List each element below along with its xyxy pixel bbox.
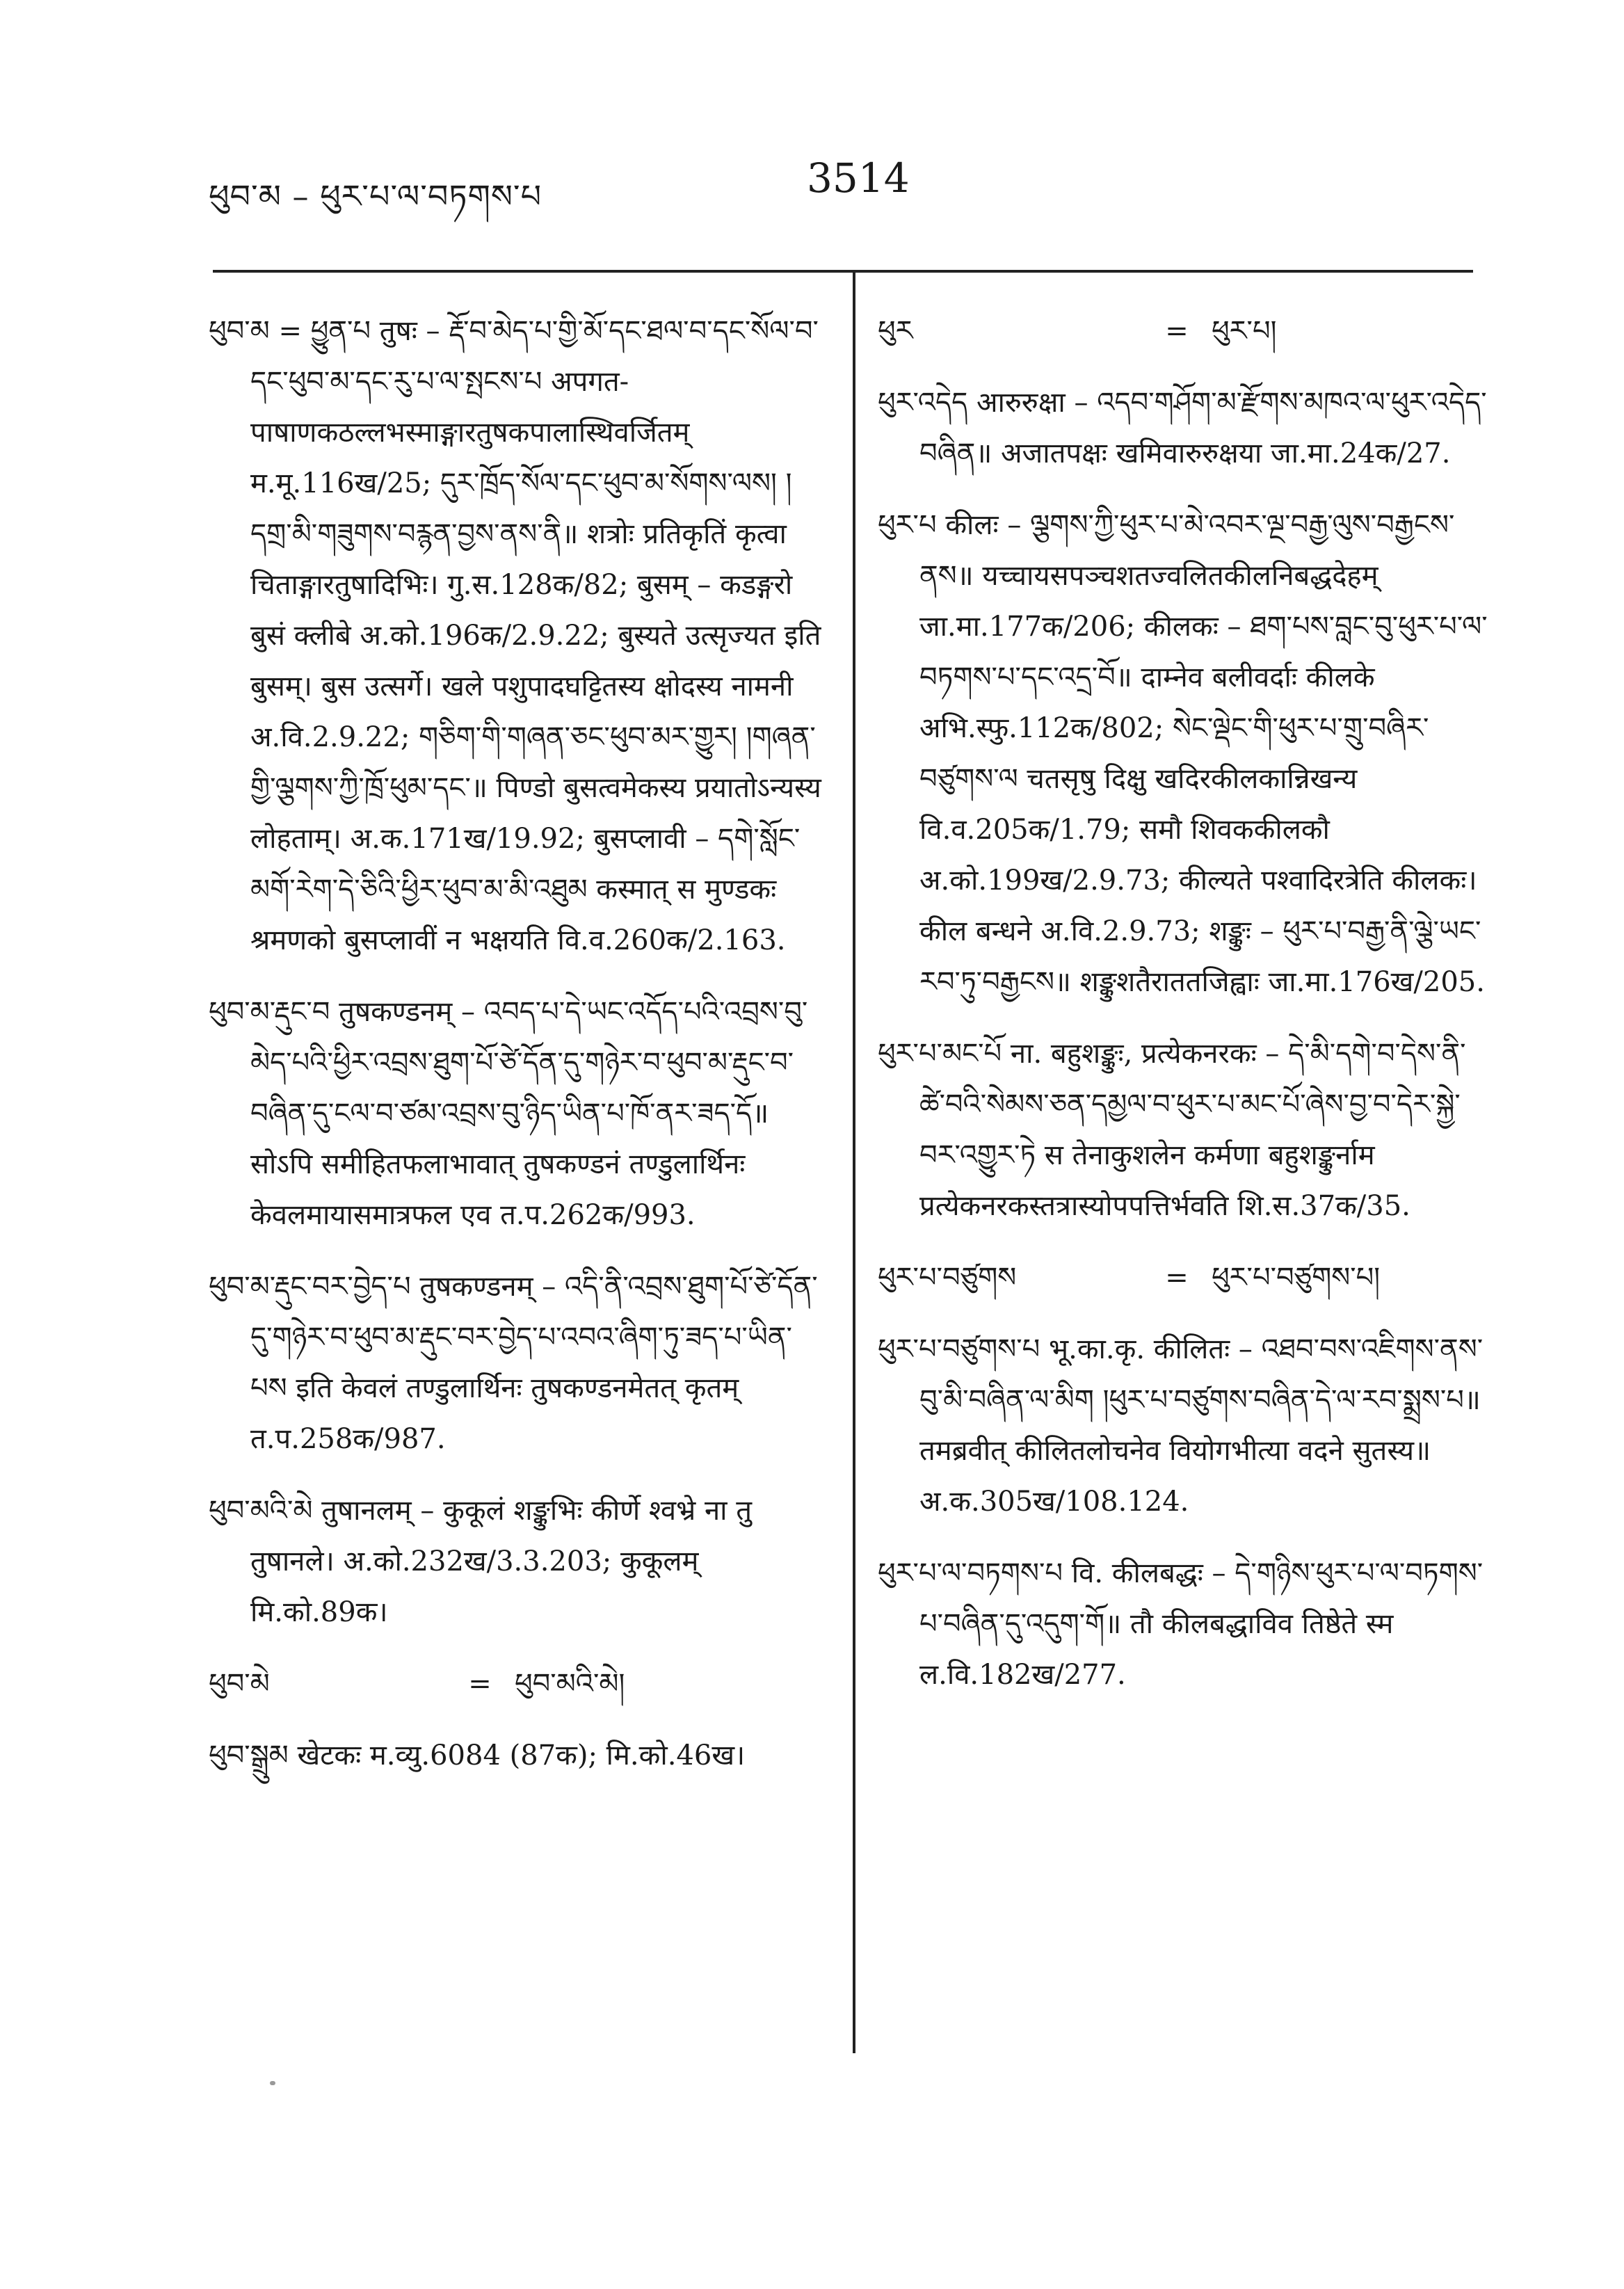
headword: ཕུར་པ bbox=[878, 509, 937, 541]
cross-reference-entry bbox=[209, 1659, 828, 1710]
headword: ཕུབ་མའི་མེ bbox=[209, 1495, 313, 1527]
headword: ཕུར bbox=[878, 315, 913, 347]
dictionary-entry bbox=[209, 306, 828, 966]
dictionary-entry bbox=[209, 1262, 828, 1465]
headword: ཕུབ་སྒྲུམ bbox=[209, 1740, 289, 1772]
definition-text: आरुरुक्षा – འདབ་གཤོག་མ་རྫོགས་མཁའ་ལ་ཕུར་འདེད་བཞིན॥ अजातपक्षः खमिवारुरुक्षया जा.मा.24क/27. bbox=[919, 387, 1487, 469]
equals-sign: = bbox=[1165, 1262, 1189, 1294]
definition-text: वि. कीलबद्धः – དེ་གཉིས་ཕུར་པ་ལ་བཏགས་པ་བཞིན་དུ་འདུག་གོ॥ तौ कीलबद्धाविव तिष्ठेते स्म ल.वि.182ख/277. bbox=[919, 1557, 1484, 1691]
headword: ཕུར་པ་ལ་བཏགས་པ bbox=[878, 1557, 1063, 1589]
cross-reference-target: ཕུར་པ་བཙུགས་པ། bbox=[1212, 1262, 1381, 1294]
definition-text: तुषकण्डनम् – འདི་ནི་འབྲས་ཐུག་པོ་ཙེ་དོན་དུ་གཉེར་བ་ཕུབ་མ་རྡུང་བར་བྱེད་པ་འབའ་ཞིག་ཏུ་ཟད་པ་ཡིན་པས इति केवलं तण्डुलार्थिनः तुषकण्डनमेतत् कृतम् त.प.258क/987. bbox=[250, 1271, 818, 1455]
dictionary-entry bbox=[878, 1324, 1490, 1527]
definition-text: तुषानलम् – कुकूलं शङ्कुभिः कीर्णे श्वभ्रे ना तु तुषानले। अ.को.232ख/3.3.203; कुकूलम् मि.को.89क। bbox=[250, 1495, 753, 1628]
page-number: 3514 bbox=[807, 154, 910, 202]
right-column bbox=[878, 306, 1490, 1721]
cross-reference-target: ཕུབ་མའི་མེ། bbox=[515, 1668, 625, 1700]
cross-reference-target: ཕུར་པ། bbox=[1212, 315, 1277, 347]
header-rule bbox=[213, 270, 1473, 273]
dictionary-entry bbox=[209, 1730, 828, 1781]
headword: ཕུར་པ་མང་པོ bbox=[878, 1038, 1002, 1070]
dictionary-entry bbox=[209, 987, 828, 1241]
page-mark bbox=[270, 2081, 275, 2085]
cross-reference-entry bbox=[878, 1253, 1490, 1303]
dictionary-entry bbox=[878, 378, 1490, 479]
equals-sign: = bbox=[1165, 315, 1189, 347]
definition-text: कीलः – ལྕགས་ཀྱི་ཕུར་པ་མེ་འབར་ལྔ་བརྒྱ་ལུས་བརྒྱངས་ནས॥ यच्चायसपञ्चशतज्वलितकीलनिबद्धदेहम् जा.मा.177क/206; कीलकः – ཐག་པས་བླང་བུ་ཕུར་པ་ལ་བཏགས་པ་དང་འདྲ་བོ॥ दाम्नेव बलीवर्दाः कीलके अभि.स्फु.112क/802; སེང་ལྡེང་གི་ཕུར་པ་གྲུ་བཞིར་བཙུགས་ལ चतसृषु दिक्षु खदिरकीलकान्निखन्य वि.व.205क/1.79; समौ शिवककीलकौ अ.को.199ख/2.9.73; कील्यते पश्वादिरत्रेति कीलकः। कील बन्धने अ.वि.2.9.73; शङ्कुः – ཕུར་པ་བརྒྱ་ནི་ལྕེ་ཡང་རབ་ཏུ་བརྒྱངས॥ शङ्कुशतैराततजिह्वाः जा.मा.176ख/205. bbox=[919, 509, 1488, 998]
headword: ཕུར་འདེད bbox=[878, 387, 968, 419]
cross-reference-entry bbox=[878, 306, 1490, 357]
headword: ཕུར་པ་བཙུགས་པ bbox=[878, 1333, 1040, 1365]
headword: ཕུར་པ་བཙུགས bbox=[878, 1262, 1017, 1294]
equals-sign: = bbox=[468, 1668, 492, 1700]
definition-text: भू.का.कृ. कीलितः – འཐབ་བས་འཇིགས་ནས་བུ་མི་བཞིན་ལ་མིག །ཕུར་པ་བཙུགས་བཞིན་དེ་ལ་རབ་སྨྲས་པ॥ तमब्रवीत् कीलितलोचनेव वियोगभीत्या वदने सुतस्य॥ अ.क.305ख/108.124. bbox=[919, 1333, 1484, 1518]
running-head: ཕུབ་མ – ཕུར་པ་ལ་བཏགས་པ bbox=[209, 177, 542, 215]
dictionary-entry bbox=[878, 1548, 1490, 1701]
definition-text: खेटकः म.व्यु.6084 (87क); मि.को.46ख। bbox=[297, 1740, 746, 1772]
headword: ཕུབ་མ་རྡུང་བར་བྱེད་པ bbox=[209, 1271, 411, 1303]
dictionary-entry bbox=[878, 1029, 1490, 1232]
definition-text: तुषकण्डनम् – འབད་པ་དེ་ཡང་འདོད་པའི་འབྲས་བུ་མེད་པའི་ཕྱིར་འབྲས་ཐུག་པོ་ཙེ་དོན་དུ་གཉེར་བ་ཕུབ་མ་རྡུང་བ་བཞིན་དུ་ངལ་བ་ཙམ་འབྲས་བུ་ཉིད་ཡིན་པ་ཁོ་ནར་ཟད་དོ॥ सोऽपि समीहितफलाभावात् तुषकण्डनं तण्डुलार्थिनः केवलमायासमात्रफल एव त.प.262क/993. bbox=[250, 996, 808, 1231]
dictionary-entry bbox=[209, 1486, 828, 1638]
definition-text: ना. बहुशङ्कुः, प्रत्येकनरकः – དེ་མི་དགེ་བ་དེས་ནི་ཚེ་བའི་སེམས་ཅན་དམྱལ་བ་ཕུར་པ་མང་པོ་ཞེས་བྱ་བ་དེར་སྐྱེ་བར་འགྱུར་ཏེ स तेनाकुशलेन कर्मणा बहुशङ्कुर्नाम प्रत्येकनरकस्तत्रास्योपपत्तिर्भवति शि.स.37क/35. bbox=[919, 1038, 1466, 1222]
headword: ཕུབ་མ་རྡུང་བ bbox=[209, 996, 330, 1028]
definition-text: = ཕྱུན་པ तुषः – རྡོ་བ་མེད་པ་གྱི་མོ་དང་ཐལ་བ་དང་སོལ་བ་དང་ཕུབ་མ་དང་རུ་པ་ལ་སྤངས་པ अपगत-पाषाणकठल्लभस्माङ्गारतुषकपालास्थिवर्जितम् म.मू.116ख/25; དུར་ཁྲོད་སོལ་དང་ཕུབ་མ་སོགས་ལས། །དགྲ་མི་གཟུགས་བརྙན་བྱས་ནས་ནི॥ शत्रोः प्रतिकृतिं कृत्वा चिताङ्गारतुषादिभिः। गु.स.128क/82; बुसम् – कडङ्गरो बुसं क्लीबे अ.को.196क/2.9.22; बुस्यते उत्सृज्यत इति बुसम्। बुस उत्सर्गे। खले पशुपादघट्टितस्य क्षोदस्य नामनी अ.वि.2.9.22; གཅིག་གི་གཞན་ཅང་ཕུབ་མར་གྱུར། །གཞན་གྱི་ལྕགས་ཀྱི་ཁྲོ་ཕུམ་དང་॥ पिण्डो बुसत्वमेकस्य प्रयातोऽन्यस्य लोहताम्। अ.क.171ख/19.92; बुसप्लावी – དགེ་སློང་མགོ་རེག་དེ་ཅིའི་ཕྱིར་ཕུབ་མ་མི་འཐུམ कस्मात् स मुण्डकः श्रमणको बुसप्लावीं न भक्षयति वि.व.260क/2.163. bbox=[250, 315, 821, 956]
left-column bbox=[209, 306, 828, 1802]
headword: ཕུབ་མ bbox=[209, 315, 270, 347]
dictionary-entry bbox=[878, 500, 1490, 1008]
headword: ཕུབ་མེ bbox=[209, 1668, 270, 1700]
column-divider bbox=[853, 273, 855, 2053]
